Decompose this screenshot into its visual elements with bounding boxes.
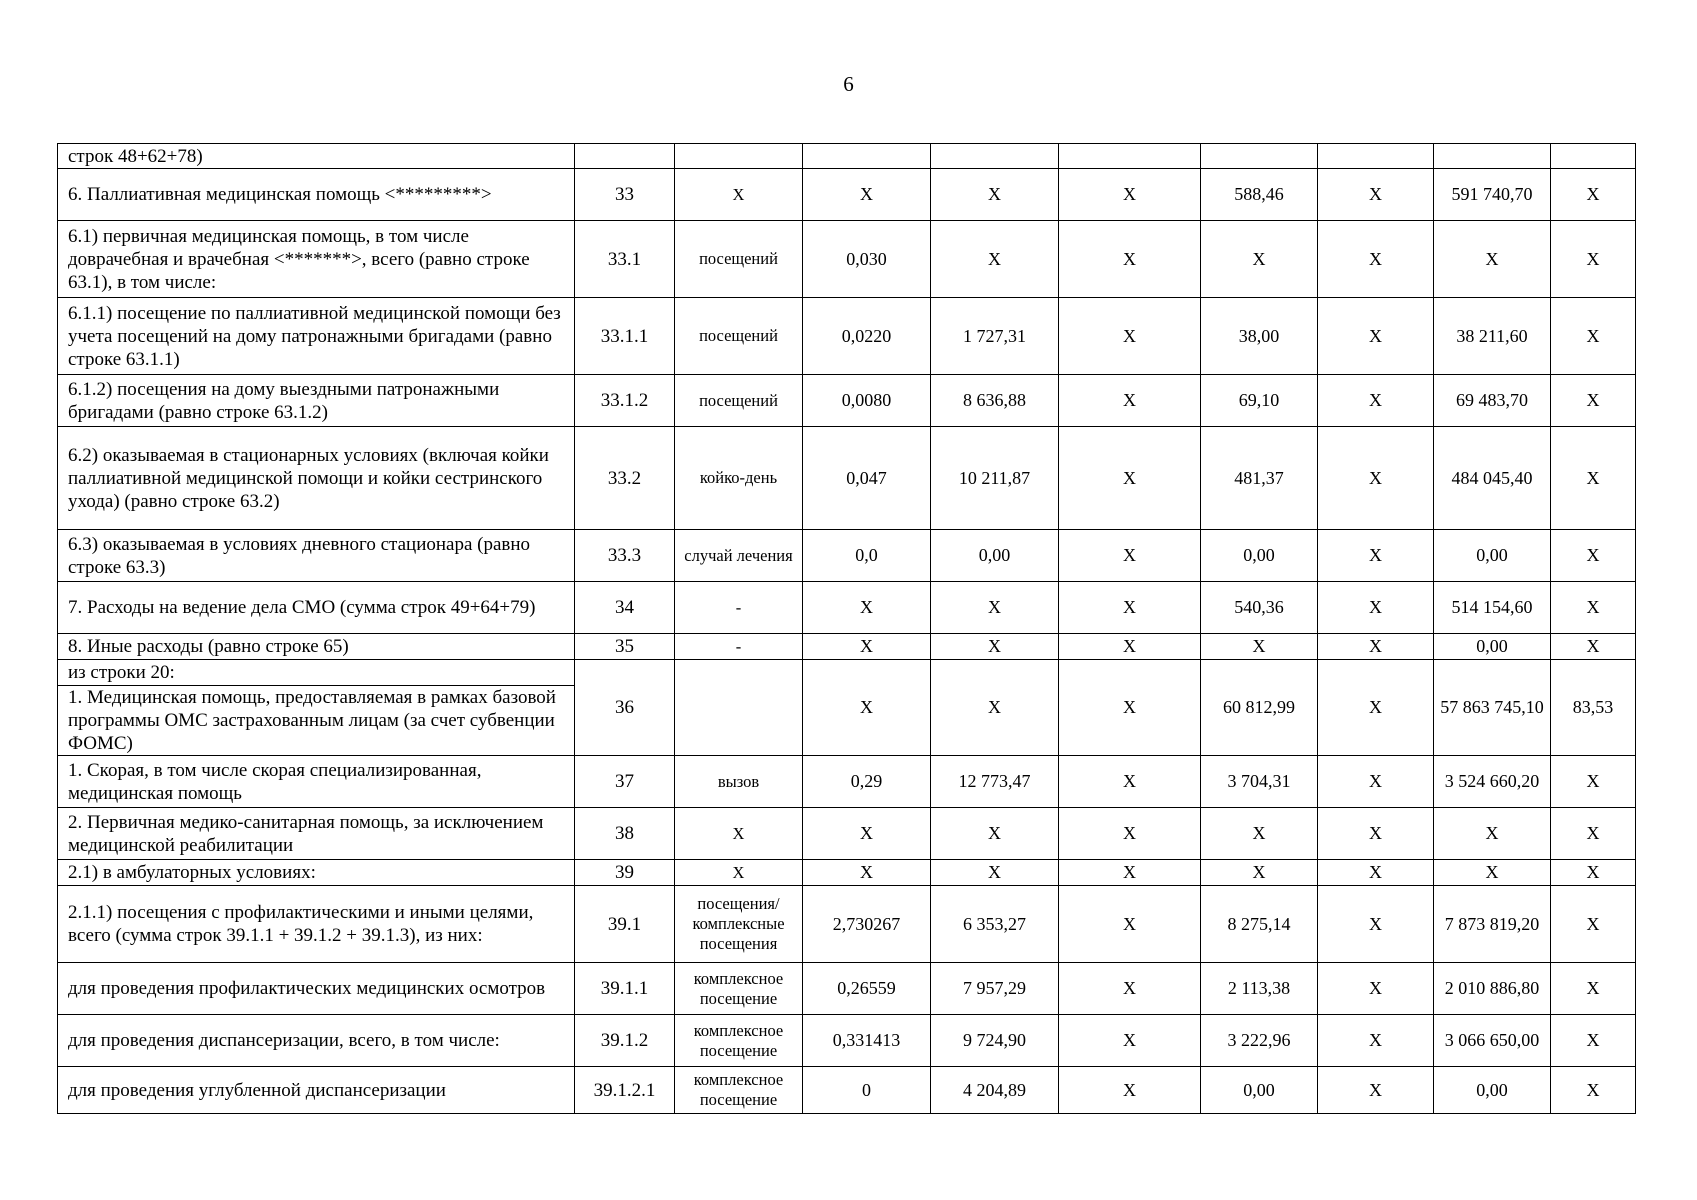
row-value-3: Х: [1059, 660, 1201, 756]
row-name: для проведения профилактических медицинских осмотров: [58, 963, 575, 1015]
row-unit: Х: [675, 808, 803, 860]
row-value-6: 484 045,40: [1434, 427, 1551, 530]
row-value-7: [1551, 144, 1636, 169]
row-value-7: Х: [1551, 1067, 1636, 1114]
row-unit: посещений: [675, 298, 803, 375]
row-name: 6.1.1) посещение по паллиативной медицинской помощи без учета посещений на дому патронажными бригадами (равно строке 63.1.1): [58, 298, 575, 375]
row-value-1: Х: [803, 634, 931, 660]
row-value-1: 0,26559: [803, 963, 931, 1015]
row-name: строк 48+62+78): [58, 144, 575, 169]
row-name: для проведения диспансеризации, всего, в том числе:: [58, 1015, 575, 1067]
row-value-2: 12 773,47: [931, 756, 1059, 808]
row-name: 2.1.1) посещения с профилактическими и иными целями, всего (сумма строк 39.1.1 + 39.1.2 + 39.1.3), из них:: [58, 886, 575, 963]
row-code: 33.3: [575, 530, 675, 582]
row-value-6: 0,00: [1434, 634, 1551, 660]
row-value-2: 0,00: [931, 530, 1059, 582]
row-value-6: 3 066 650,00: [1434, 1015, 1551, 1067]
table-row: [58, 427, 1636, 530]
row-value-3: Х: [1059, 963, 1201, 1015]
row-value-7: 83,53: [1551, 660, 1636, 756]
row-value-4: Х: [1201, 634, 1318, 660]
row-value-3: Х: [1059, 582, 1201, 634]
row-name: 6.2) оказываемая в стационарных условиях (включая койки паллиативной медицинской помощи и койки сестринского ухода) (равно строке 63.2): [58, 427, 575, 530]
row-unit: комплексное посещение: [675, 1015, 803, 1067]
row-value-2: 7 957,29: [931, 963, 1059, 1015]
row-value-3: Х: [1059, 1015, 1201, 1067]
row-name: 6.1) первичная медицинская помощь, в том числе доврачебная и врачебная <*******>, всего (равно строке 63.1), в том числе:: [58, 221, 575, 298]
row-value-4: Х: [1201, 860, 1318, 886]
row-unit: -: [675, 582, 803, 634]
row-value-3: Х: [1059, 808, 1201, 860]
row-value-6: 0,00: [1434, 1067, 1551, 1114]
row-unit: вызов: [675, 756, 803, 808]
table-row: [58, 860, 1636, 886]
row-code: 39.1.2.1: [575, 1067, 675, 1114]
row-value-7: Х: [1551, 756, 1636, 808]
row-value-7: Х: [1551, 298, 1636, 375]
row-value-4: 0,00: [1201, 1067, 1318, 1114]
table-row: [58, 1067, 1636, 1114]
row-unit: койко-день: [675, 427, 803, 530]
row-value-1: 0,0: [803, 530, 931, 582]
table-row: [58, 660, 1636, 686]
row-value-3: Х: [1059, 530, 1201, 582]
row-value-5: Х: [1318, 860, 1434, 886]
row-value-4: 481,37: [1201, 427, 1318, 530]
table-row: [58, 169, 1636, 221]
row-value-5: Х: [1318, 427, 1434, 530]
row-value-4: 69,10: [1201, 375, 1318, 427]
row-value-2: 6 353,27: [931, 886, 1059, 963]
row-unit: комплексное посещение: [675, 963, 803, 1015]
table-row: [58, 582, 1636, 634]
row-code: 34: [575, 582, 675, 634]
row-value-7: Х: [1551, 582, 1636, 634]
row-unit: посещений: [675, 375, 803, 427]
row-value-7: Х: [1551, 221, 1636, 298]
row-value-2: Х: [931, 808, 1059, 860]
row-value-1: 0,331413: [803, 1015, 931, 1067]
row-unit: [675, 660, 803, 756]
row-code: 35: [575, 634, 675, 660]
row-value-2: Х: [931, 634, 1059, 660]
row-value-6: 3 524 660,20: [1434, 756, 1551, 808]
row-code: [575, 144, 675, 169]
row-value-5: Х: [1318, 886, 1434, 963]
row-value-1: 2,730267: [803, 886, 931, 963]
row-unit: случай лечения: [675, 530, 803, 582]
row-value-4: 540,36: [1201, 582, 1318, 634]
row-value-5: Х: [1318, 298, 1434, 375]
row-value-5: Х: [1318, 1015, 1434, 1067]
row-value-3: Х: [1059, 169, 1201, 221]
row-value-2: 4 204,89: [931, 1067, 1059, 1114]
page-number: 6: [843, 72, 854, 96]
row-value-5: Х: [1318, 660, 1434, 756]
row-value-4: 3 704,31: [1201, 756, 1318, 808]
row-value-4: 3 222,96: [1201, 1015, 1318, 1067]
row-value-5: Х: [1318, 169, 1434, 221]
row-value-1: Х: [803, 582, 931, 634]
row-value-2: Х: [931, 860, 1059, 886]
row-value-4: Х: [1201, 221, 1318, 298]
row-value-1: Х: [803, 660, 931, 756]
row-value-7: Х: [1551, 634, 1636, 660]
row-value-5: Х: [1318, 530, 1434, 582]
row-value-3: Х: [1059, 634, 1201, 660]
row-value-6: 38 211,60: [1434, 298, 1551, 375]
row-value-6: 69 483,70: [1434, 375, 1551, 427]
row-value-3: Х: [1059, 756, 1201, 808]
table-row: [58, 1015, 1636, 1067]
row-value-7: Х: [1551, 808, 1636, 860]
row-value-7: Х: [1551, 963, 1636, 1015]
row-name: 7. Расходы на ведение дела СМО (сумма строк 49+64+79): [58, 582, 575, 634]
row-value-6: Х: [1434, 860, 1551, 886]
row-value-5: Х: [1318, 963, 1434, 1015]
row-value-7: Х: [1551, 530, 1636, 582]
row-value-7: Х: [1551, 860, 1636, 886]
row-value-3: Х: [1059, 427, 1201, 530]
row-name: 2. Первичная медико-санитарная помощь, за исключением медицинской реабилитации: [58, 808, 575, 860]
row-value-6: 514 154,60: [1434, 582, 1551, 634]
row-value-5: Х: [1318, 1067, 1434, 1114]
row-value-6: 2 010 886,80: [1434, 963, 1551, 1015]
row-name: 2.1) в амбулаторных условиях:: [58, 860, 575, 886]
row-value-6: Х: [1434, 221, 1551, 298]
row-code: 36: [575, 660, 675, 756]
row-value-1: [803, 144, 931, 169]
row-value-5: Х: [1318, 375, 1434, 427]
row-value-3: Х: [1059, 1067, 1201, 1114]
table-row: [58, 144, 1636, 169]
row-value-2: Х: [931, 169, 1059, 221]
row-value-4: [1201, 144, 1318, 169]
table-row: [58, 298, 1636, 375]
row-value-3: Х: [1059, 221, 1201, 298]
row-name: 6.1.2) посещения на дому выездными патронажными бригадами (равно строке 63.1.2): [58, 375, 575, 427]
row-unit: посещений: [675, 221, 803, 298]
row-value-2: Х: [931, 221, 1059, 298]
row-value-1: 0,29: [803, 756, 931, 808]
row-code: 33.1: [575, 221, 675, 298]
row-code: 39.1: [575, 886, 675, 963]
row-unit: комплексное посещение: [675, 1067, 803, 1114]
row-name: 1. Скорая, в том числе скорая специализированная, медицинская помощь: [58, 756, 575, 808]
row-value-4: 60 812,99: [1201, 660, 1318, 756]
row-value-6: [1434, 144, 1551, 169]
row-value-1: 0,047: [803, 427, 931, 530]
row-unit: Х: [675, 169, 803, 221]
row-value-5: Х: [1318, 221, 1434, 298]
row-value-7: Х: [1551, 427, 1636, 530]
row-value-1: Х: [803, 860, 931, 886]
row-code: 33: [575, 169, 675, 221]
row-unit: -: [675, 634, 803, 660]
row-code: 33.1.2: [575, 375, 675, 427]
table-row: [58, 634, 1636, 660]
row-value-5: Х: [1318, 634, 1434, 660]
row-value-6: 7 873 819,20: [1434, 886, 1551, 963]
row-value-4: 8 275,14: [1201, 886, 1318, 963]
table-row: [58, 530, 1636, 582]
row-value-3: Х: [1059, 860, 1201, 886]
row-value-7: Х: [1551, 1015, 1636, 1067]
row-value-1: 0,0220: [803, 298, 931, 375]
row-value-3: Х: [1059, 886, 1201, 963]
row-value-2: 10 211,87: [931, 427, 1059, 530]
row-name: 6. Паллиативная медицинская помощь <*********>: [58, 169, 575, 221]
row-value-4: 588,46: [1201, 169, 1318, 221]
row-value-7: Х: [1551, 375, 1636, 427]
row-value-2: 1 727,31: [931, 298, 1059, 375]
table-row: [58, 375, 1636, 427]
row-code: 33.2: [575, 427, 675, 530]
row-value-5: [1318, 144, 1434, 169]
row-value-2: 9 724,90: [931, 1015, 1059, 1067]
row-value-4: 2 113,38: [1201, 963, 1318, 1015]
row-code: 39.1.2: [575, 1015, 675, 1067]
row-name: 8. Иные расходы (равно строке 65): [58, 634, 575, 660]
table-row: [58, 886, 1636, 963]
row-name: 6.3) оказываемая в условиях дневного стационара (равно строке 63.3): [58, 530, 575, 582]
row-unit: посещения/комплексные посещения: [675, 886, 803, 963]
row-value-4: 0,00: [1201, 530, 1318, 582]
data-table: [57, 143, 1636, 1114]
row-value-6: 57 863 745,10: [1434, 660, 1551, 756]
row-value-5: Х: [1318, 808, 1434, 860]
table-row: [58, 221, 1636, 298]
row-value-5: Х: [1318, 582, 1434, 634]
row-value-2: 8 636,88: [931, 375, 1059, 427]
row-value-2: [931, 144, 1059, 169]
row-value-2: Х: [931, 582, 1059, 634]
row-value-1: Х: [803, 808, 931, 860]
table-row: [58, 808, 1636, 860]
row-value-5: Х: [1318, 756, 1434, 808]
row-code: 39.1.1: [575, 963, 675, 1015]
row-value-3: Х: [1059, 298, 1201, 375]
row-name: из строки 20:: [58, 660, 575, 686]
table-row: [58, 756, 1636, 808]
row-name: 1. Медицинская помощь, предоставляемая в рамках базовой программы ОМС застрахованным лицам (за счет субвенции ФОМС): [58, 686, 575, 756]
row-value-1: Х: [803, 169, 931, 221]
row-value-3: Х: [1059, 375, 1201, 427]
row-code: 39: [575, 860, 675, 886]
row-value-7: Х: [1551, 886, 1636, 963]
row-unit: [675, 144, 803, 169]
row-value-1: 0: [803, 1067, 931, 1114]
row-value-6: 591 740,70: [1434, 169, 1551, 221]
row-value-3: [1059, 144, 1201, 169]
row-value-7: Х: [1551, 169, 1636, 221]
row-code: 33.1.1: [575, 298, 675, 375]
row-code: 37: [575, 756, 675, 808]
row-value-2: Х: [931, 660, 1059, 756]
table-row: [58, 963, 1636, 1015]
row-code: 38: [575, 808, 675, 860]
row-value-1: 0,0080: [803, 375, 931, 427]
row-value-6: Х: [1434, 808, 1551, 860]
row-unit: Х: [675, 860, 803, 886]
row-value-4: Х: [1201, 808, 1318, 860]
row-name: для проведения углубленной диспансеризации: [58, 1067, 575, 1114]
row-value-4: 38,00: [1201, 298, 1318, 375]
row-value-6: 0,00: [1434, 530, 1551, 582]
row-value-1: 0,030: [803, 221, 931, 298]
